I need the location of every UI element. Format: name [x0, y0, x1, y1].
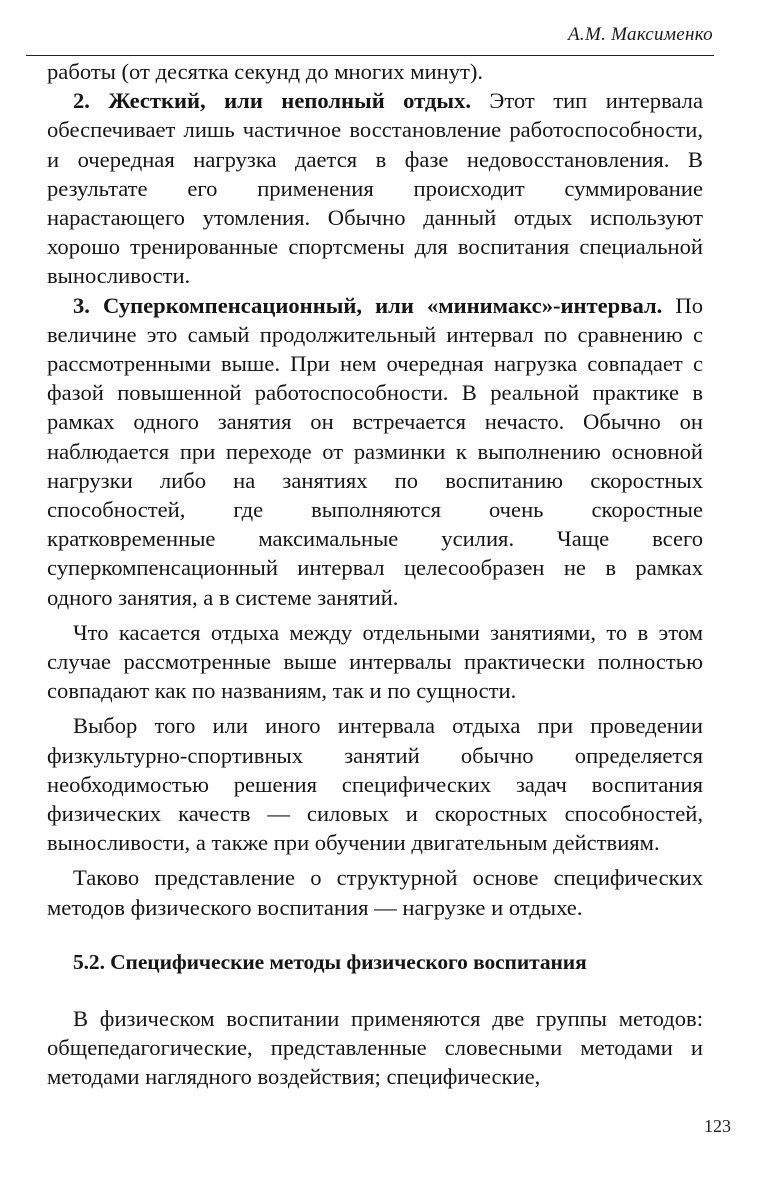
- paragraph-continuation: работы (от десятка секунд до многих минут).: [47, 59, 484, 84]
- paragraph-between-sessions: Что касается отдыха между отдельными занятиями, то в этом случае рассмотренные выше интервалы практически полностью совпадают как по названиям, так и по сущности.: [47, 619, 703, 704]
- paragraph-rigid-rest: [47, 86, 703, 290]
- paragraph-supercompensation: [47, 291, 703, 612]
- paragraph-method-groups: В физическом воспитании применяются две группы методов: общепедагогические, представленные словесными методами и методами наглядного воздействия; специфические,: [47, 1005, 703, 1090]
- running-head-author: А.М. Максименко: [568, 24, 713, 45]
- page-number: 123: [704, 1116, 731, 1136]
- section-heading: 5.2. Специфические методы физического воспитания: [73, 949, 587, 974]
- term-rigid-rest: 2. Жесткий, или неполный отдых.: [73, 88, 471, 114]
- paragraph-summary: Таково представление о структурной основе специфических методов физического воспитания — нагрузке и отдыхе.: [47, 865, 703, 920]
- header-rule: [26, 55, 714, 56]
- paragraph-supercompensation-text: По величине это самый продолжительный интервал по сравнению с рассмотренными выше. При нем очередная нагрузка совпадает с фазой повышенной работоспособности. В реальной практике в рамках одного занятия он встречается нечасто. Обычно он наблюдается при переходе от разминки к выполнению основной нагрузки либо на занятиях по воспитанию скоростных способностей, где выполняются очень скоростные кратковременные максимальные усилия. Чаще всего суперкомпенсационный интервал целесообразен не в рамках одного занятия, а в системе занятий.: [47, 292, 703, 610]
- paragraph-rigid-rest-text: Этот тип интервала обеспечивает лишь частичное восстановление работоспособности, и очередная нагрузка дается в фазе недовосстановления. В результате его применения происходит суммирование нарастающего утомления. Обычно данный отдых используют хорошо тренированные спортсмены для воспитания специальной выносливости.: [47, 88, 703, 289]
- term-supercompensation: 3. Суперкомпенсационный, или «минимакс»-интервал.: [73, 292, 663, 318]
- paragraph-interval-choice: Выбор того или иного интервала отдыха при проведении физкультурно-спортивных занятий обычно определяется необходимостью решения специфических задач воспитания физических качеств — силовых и скоростных способностей, выносливости, а также при обучении двигательным действиям.: [47, 713, 703, 856]
- body-text: [47, 57, 703, 1092]
